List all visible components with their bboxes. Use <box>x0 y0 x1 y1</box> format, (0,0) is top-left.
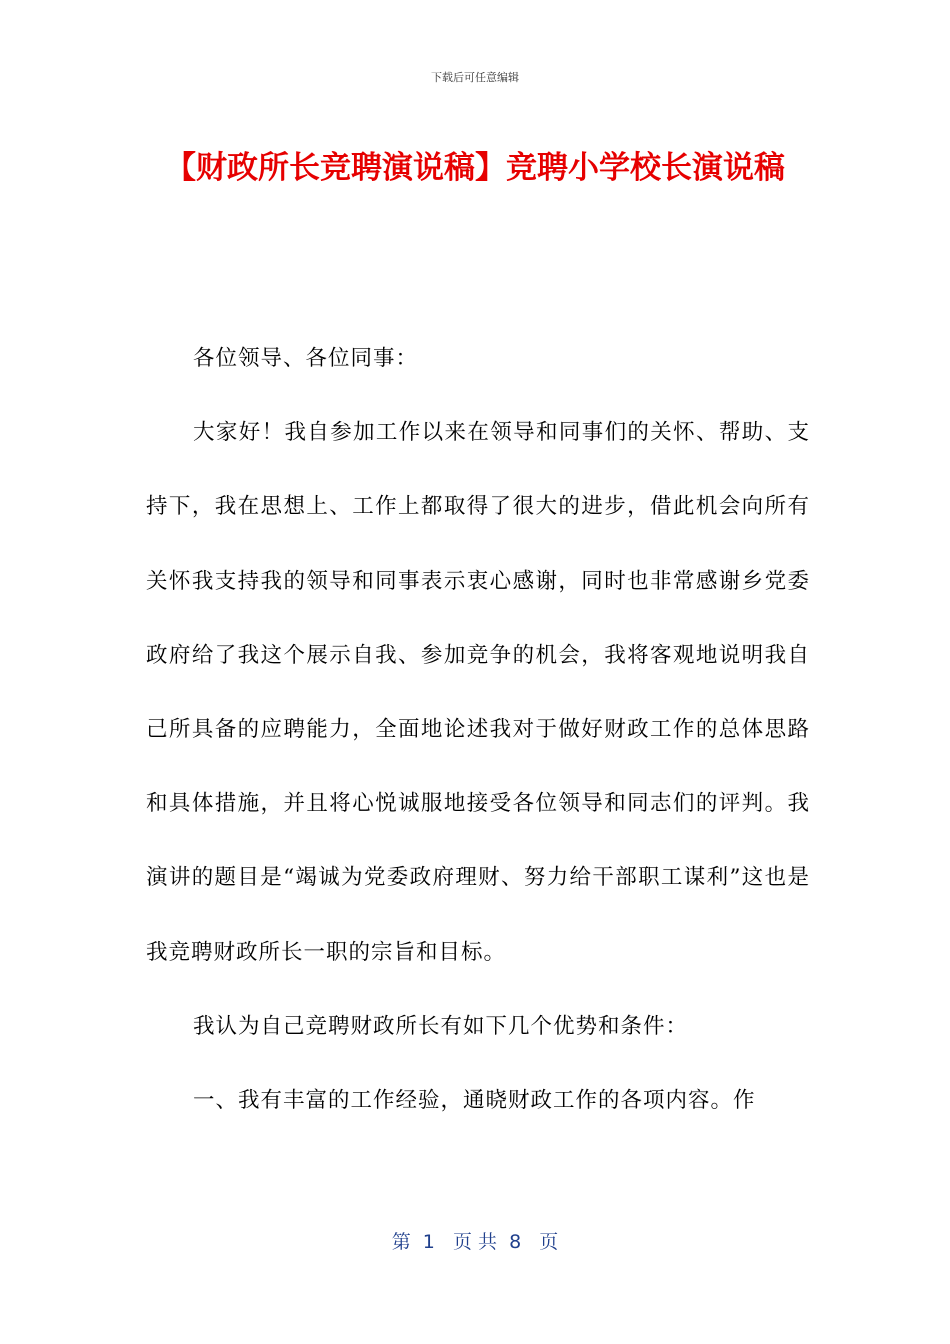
paragraph-point-one: 一、我有丰富的工作经验，通晓财政工作的各项内容。作 <box>193 1088 756 1114</box>
paragraph-advantages-intro: 我认为自己竞聘财政所长有如下几个优势和条件： <box>193 1013 689 1039</box>
header-note: 下载后可任意编辑 <box>431 71 519 84</box>
paragraph-salutation: 各位领导、各位同事： <box>193 346 419 371</box>
page-footer: 第 1 页 共 8 页 <box>391 1231 559 1253</box>
paragraph-greeting: 大家好！我自参加工作以来在领导和同事们的关怀、帮助、支持下，我在思想上、工作上都取得了很大的进步，借此机会向所有关怀我支持我的领导和同事表示衷心感谢，同时也非常感谢乡党委政府给了我这个展示自我、参加竞争的机会，我将客观地说明我自己所具备的应聘能力，全面地论述我对于做好财政工作的总体思路和具体措施，并且将心悦诚服地接受各位领导和同志们的评判。我演讲的题目是“竭诚为党委政府理财、努力给干部职工谋利”这也是我竞聘财政所长一职的宗旨和目标。 <box>146 420 810 965</box>
document-title: 【财政所长竞聘演说稿】竞聘小学校长演说稿 <box>165 150 785 186</box>
document-body <box>146 322 810 1138</box>
